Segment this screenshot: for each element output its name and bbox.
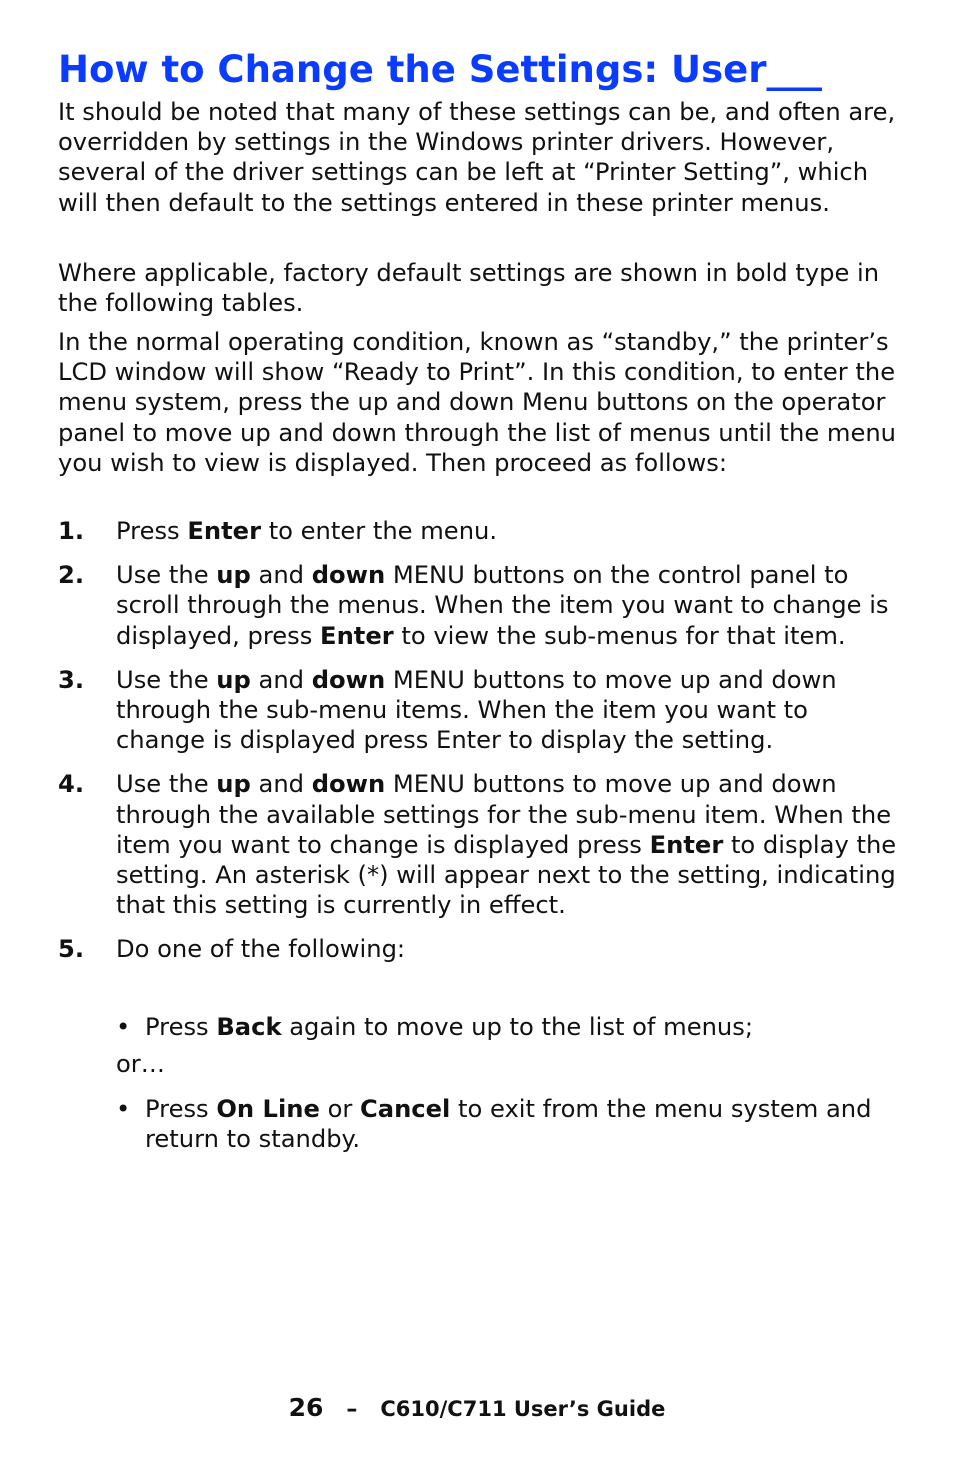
step-text: and <box>250 770 312 799</box>
bullet-icon: • <box>116 1095 131 1123</box>
step-text: Use the <box>116 561 217 590</box>
step-text: to display the setting. An asterisk (*) will appear next to the setting, indicating that this setting is currently in effect. <box>116 830 897 920</box>
option-online-cancel <box>116 1094 898 1154</box>
step-text: Press <box>116 517 188 545</box>
option-text: Press <box>145 1013 217 1041</box>
step-text: MENU buttons to move up and down through the sub-menu items. When the item you want to change is displayed press Enter to display the setting. <box>116 665 837 755</box>
step-bold-term: Enter <box>649 830 724 859</box>
page-title: How to Change the Settings: User___ <box>58 48 822 91</box>
step-text: to enter the menu. <box>261 517 498 545</box>
option-bold-term: Cancel <box>360 1095 451 1123</box>
step-item <box>58 934 898 964</box>
bullet-icon: • <box>116 1013 131 1041</box>
step-bold-term: up <box>216 561 251 590</box>
step-bold-term: down <box>311 770 386 799</box>
step-text: and <box>250 665 312 694</box>
option-back <box>116 1012 898 1042</box>
option-bold-term: On Line <box>216 1095 320 1123</box>
step-bold-term: down <box>311 561 386 590</box>
step-text: Use the <box>116 665 217 694</box>
step-number: 1. <box>58 517 85 545</box>
page-footer <box>0 1393 954 1425</box>
step-text: Use the <box>116 770 217 799</box>
step-number: 4. <box>58 770 85 799</box>
step-bold-term: up <box>216 770 251 799</box>
page-number: 26 <box>288 1393 324 1422</box>
step-text: MENU buttons on the control panel to scroll through the menus. When the item you want to change is displayed, press <box>116 561 889 650</box>
step-text: Do one of the following: <box>116 935 406 964</box>
guide-title: C610/C711 User’s Guide <box>380 1397 666 1421</box>
step-number: 5. <box>58 935 85 964</box>
footer-separator: – <box>346 1397 358 1422</box>
step-text: to view the sub-menus for that item. <box>393 621 846 650</box>
step-bold-term: Enter <box>320 621 394 650</box>
step-bold-term: Enter <box>187 517 261 545</box>
step-item <box>58 516 898 546</box>
or-separator: or… <box>116 1050 165 1078</box>
option-text: again to move up to the list of menus; <box>281 1013 753 1041</box>
intro-paragraph: It should be noted that many of these settings can be, and often are, overridden by settings in the Windows printer drivers. However, several of the driver settings can be left at “Printer Setting”, which will then default to the settings entered in these printer menus. <box>58 98 896 217</box>
defaults-paragraph: Where applicable, factory default settings are shown in bold type in the following tables. <box>58 259 880 318</box>
step-text: and <box>250 561 312 590</box>
option-bold-term: Back <box>216 1013 282 1041</box>
step-text: MENU buttons to move up and down through the available settings for the sub-menu item. When the item you want to change is displayed press <box>116 770 892 859</box>
standby-paragraph: In the normal operating condition, known as “standby,” the printer’s LCD window will show “Ready to Print”. In this condition, to enter the menu system, press the up and down Menu buttons on the operator panel to move up and down through the list of menus until the menu you wish to view is displayed. Then proceed as follows: <box>58 328 896 477</box>
step-bold-term: down <box>311 665 386 694</box>
step-number: 3. <box>58 665 85 694</box>
option-text: Press <box>145 1095 217 1123</box>
step-number: 2. <box>58 561 85 590</box>
option-text: or <box>319 1095 361 1123</box>
step-bold-term: up <box>216 665 251 694</box>
option-text: to exit from the menu system and return to standby. <box>145 1095 872 1154</box>
step-item <box>58 665 898 756</box>
step-item <box>58 560 898 651</box>
steps-list <box>58 516 898 979</box>
step-item <box>58 769 898 920</box>
